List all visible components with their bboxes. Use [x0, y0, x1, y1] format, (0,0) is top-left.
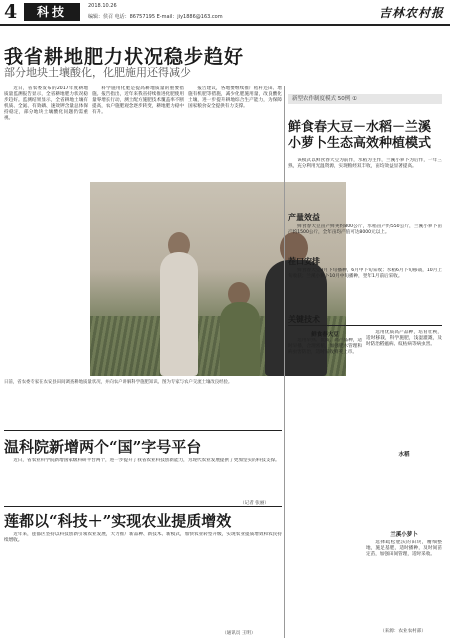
lead-subheadline: 部分地块土壤酸化，化肥施用还得减少 — [4, 66, 191, 79]
subheading-rice: 水稻 — [398, 452, 410, 458]
section-heading-rotation: 茬口安排 — [288, 256, 320, 266]
lead-body-col3: 报告建议，各地要继续推广秸秆还田、增施有机肥等措施，减少化肥施用量，改良酸化土壤，进一步提升耕地综合生产能力，为保障国家粮食安全提供有力支撑。 — [188, 86, 282, 110]
subheading-radish: 兰溪小萝卜 — [390, 532, 418, 538]
right-byline: （来源：农业农村部） — [380, 629, 426, 634]
subheading-soybean: 鲜食春大豆 — [311, 332, 339, 338]
newspaper-brand: 吉林农村报 — [378, 6, 444, 20]
story3-headline: 莲都以“科技＋”实现农业提质增效 — [4, 512, 232, 530]
story2-headline: 温科院新增两个“国”字号平台 — [4, 438, 202, 456]
photo-caption: 日前，省农委专家在农安县田间调查耕地质量状况，并向农户讲解科学施肥知识。图为专家与农户交流土壤改良经验。 — [4, 380, 233, 385]
lead-headline: 我省耕地肥力状况稳步趋好 — [4, 46, 245, 68]
series-banner: 新型农作制度模式 50例 ① — [288, 94, 442, 104]
page-number: 4 — [4, 1, 18, 23]
story3-byline: （通讯员 王明） — [222, 631, 256, 636]
model-intro: 该模式以鲜食春大豆为前作，水稻为主作，兰溪小萝卜为后作，一年三熟，充分利用光温资源，实现粮经双丰收，亩均效益显著提高。 — [288, 158, 442, 170]
lead-body-col1: 近日，省农委发布的2017年度耕地质量监测报告显示，全省耕地肥力状况稳步趋好。监测结果显示，全省耕地土壤有机质、全氮、有效磷、速效钾含量总体保持稳定，部分地块土壤酸化问题仍需重视。 — [4, 86, 88, 122]
column-divider — [284, 86, 285, 638]
section-heading-key-tech: 关键技术 — [288, 314, 320, 324]
yield-text: 鲜食春大豆亩产鲜荚约800公斤，水稻亩产约550公斤，兰溪小萝卜亩产约1500公斤，全年亩均产值可达8000元以上。 — [288, 224, 442, 236]
story3-top-rule — [4, 506, 282, 507]
soybean-text: 选用早熟、优质、高产品种，适时早播，合理密植，加强肥水管理和病虫害防治，适时采收鲜荚上市。 — [288, 338, 362, 356]
section-heading-yield: 产量效益 — [288, 212, 320, 222]
rice-text: 选用优质高产品种，培育壮秧，适时移栽，科学施肥，浅湿灌溉，及时防治稻瘟病、纹枯病等病虫害。 — [366, 330, 442, 348]
story2-body: 近日，省农业科学院新增国家级科研平台两个，进一步提升了我省农业科技创新能力，为现代农业发展提供了更加坚实的科技支撑。 — [13, 458, 280, 463]
radish-text: 选择疏松肥沃的田块，精细整地，施足基肥，适时播种，及时间苗定苗，加强田间管理，适时采收。 — [366, 540, 442, 558]
section-label: 科技 — [24, 3, 80, 21]
story2-top-rule — [4, 430, 282, 431]
lead-body-col2: 科学施用化肥是提高耕地质量的重要措施。报告指出，近年来我省持续推进化肥使用量零增长行动，测土配方施肥技术覆盖率不断提高，农户施肥观念逐步转变，耕地肥力稳中有升。 — [92, 86, 184, 116]
editor-line: 编辑：侯召 电话：86757195 E-mail：jiy1886@163.com — [88, 14, 223, 20]
model-title: 鲜食春大豆－水稻－兰溪小萝卜生态高效种植模式 — [288, 120, 432, 151]
section-rule — [288, 325, 442, 326]
story2-byline: （记者 张丽） — [240, 501, 270, 506]
issue-date: 2018.10.26 — [88, 3, 117, 9]
story3-body: 近年来，莲都区坚持以科技创新引领农业发展，大力推广新品种、新技术、新模式，加快农业转型升级，实现农业提质增效和农民持续增收。 — [4, 532, 282, 544]
rotation-text: 鲜食春大豆3月下旬播种，6月中下旬采收；水稻6月下旬移栽，10月上旬收获；兰溪小萝卜10月中旬播种，翌年1月前后采收。 — [288, 268, 442, 280]
